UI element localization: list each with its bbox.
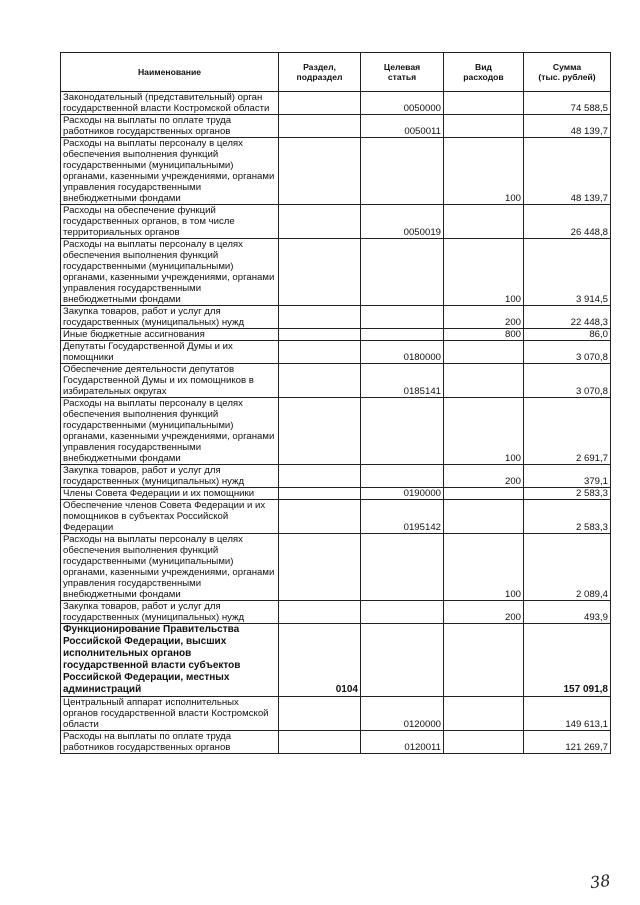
row-name-cell: Обеспечение деятельности депутатов Государственной Думы и их помощников в избирательных округах [61,364,279,398]
row-name-cell: Расходы на выплаты персоналу в целях обеспечения выполнения функций государственными (муниципальными) органами, казенными учреждениями, органами управления государственными внебюджетными фондами [61,534,279,601]
table-row [61,624,611,697]
budget-table [60,52,611,754]
row-section-cell: 0104 [279,624,361,697]
table-row [61,306,611,329]
row-name-cell: Закупка товаров, работ и услуг для государственных (муниципальных) нужд [61,465,279,488]
row-name-cell: Закупка товаров, работ и услуг для государственных (муниципальных) нужд [61,601,279,624]
row-name-cell: Закупка товаров, работ и услуг для государственных (муниципальных) нужд [61,306,279,329]
table-row [61,731,611,754]
row-article-cell: 0120000 [361,697,444,731]
row-section-cell [279,731,361,754]
row-section-cell [279,115,361,138]
table-row [61,329,611,341]
header-section: Раздел, подраздел [279,53,361,92]
row-section-cell [279,138,361,205]
row-section-cell [279,534,361,601]
row-sum-cell: 379,1 [524,465,611,488]
row-type-cell [444,731,524,754]
table-row [61,205,611,239]
row-type-cell [444,115,524,138]
header-name: Наименование [61,53,279,92]
row-section-cell [279,398,361,465]
row-name-cell: Центральный аппарат исполнительных органов государственной власти Костромской области [61,697,279,731]
row-type-cell [444,500,524,534]
row-name-cell: Функционирование Правительства Российской Федерации, высших исполнительных органов государственной власти субъектов Российской Федерации, местных администраций [61,624,279,697]
row-type-cell [444,205,524,239]
table-body [61,92,611,754]
table-row [61,115,611,138]
row-article-cell: 0050000 [361,92,444,115]
row-sum-cell: 2 089,4 [524,534,611,601]
table-row [61,239,611,306]
table-row [61,697,611,731]
row-article-cell: 0050019 [361,205,444,239]
row-name-cell: Члены Совета Федерации и их помощники [61,488,279,500]
row-article-cell [361,329,444,341]
row-article-cell [361,601,444,624]
row-article-cell: 0190000 [361,488,444,500]
row-sum-cell: 74 588,5 [524,92,611,115]
table-row [61,92,611,115]
row-sum-cell: 121 269,7 [524,731,611,754]
row-article-cell [361,465,444,488]
row-sum-cell: 86,0 [524,329,611,341]
row-section-cell [279,601,361,624]
row-sum-cell: 2 691,7 [524,398,611,465]
row-name-cell: Расходы на обеспечение функций государственных органов, в том числе территориальных органов [61,205,279,239]
table-row [61,500,611,534]
row-name-cell: Законодательный (представительный) орган государственной власти Костромской области [61,92,279,115]
row-article-cell: 0195142 [361,500,444,534]
row-type-cell: 100 [444,138,524,205]
row-sum-cell: 2 583,3 [524,488,611,500]
row-section-cell [279,697,361,731]
table-row [61,398,611,465]
header-article: Целевая статья [361,53,444,92]
row-section-cell [279,500,361,534]
table-row [61,534,611,601]
row-name-cell: Обеспечение членов Совета Федерации и их помощников в субъектах Российской Федерации [61,500,279,534]
row-type-cell: 100 [444,239,524,306]
row-name-cell: Депутаты Государственной Думы и их помощники [61,341,279,364]
row-name-cell: Расходы на выплаты персоналу в целях обеспечения выполнения функций государственными (муниципальными) органами, казенными учреждениями, органами управления государственными внебюджетными фондами [61,239,279,306]
row-type-cell [444,364,524,398]
row-article-cell: 0120011 [361,731,444,754]
row-sum-cell: 48 139,7 [524,138,611,205]
row-article-cell [361,534,444,601]
row-name-cell: Расходы на выплаты по оплате труда работников государственных органов [61,731,279,754]
row-type-cell: 100 [444,534,524,601]
row-article-cell [361,138,444,205]
row-section-cell [279,205,361,239]
row-sum-cell: 48 139,7 [524,115,611,138]
row-type-cell [444,624,524,697]
row-section-cell [279,329,361,341]
row-article-cell [361,398,444,465]
row-type-cell: 200 [444,601,524,624]
row-type-cell: 800 [444,329,524,341]
row-sum-cell: 3 914,5 [524,239,611,306]
row-article-cell: 0050011 [361,115,444,138]
row-article-cell [361,239,444,306]
row-sum-cell: 493,9 [524,601,611,624]
row-sum-cell: 157 091,8 [524,624,611,697]
row-section-cell [279,92,361,115]
row-type-cell [444,488,524,500]
row-sum-cell: 3 070,8 [524,364,611,398]
row-sum-cell: 149 613,1 [524,697,611,731]
table-row [61,364,611,398]
row-section-cell [279,465,361,488]
row-section-cell [279,488,361,500]
header-expense-type: Вид расходов [444,53,524,92]
row-sum-cell: 2 583,3 [524,500,611,534]
row-name-cell: Расходы на выплаты персоналу в целях обеспечения выполнения функций государственными (муниципальными) органами, казенными учреждениями, органами управления государственными внебюджетными фондами [61,398,279,465]
row-section-cell [279,364,361,398]
row-name-cell: Расходы на выплаты персоналу в целях обеспечения выполнения функций государственными (муниципальными) органами, казенными учреждениями, органами управления государственными внебюджетными фондами [61,138,279,205]
row-article-cell [361,306,444,329]
table-row [61,138,611,205]
row-type-cell [444,697,524,731]
table-row [61,601,611,624]
row-type-cell: 100 [444,398,524,465]
page-number: 38 [588,870,612,893]
row-section-cell [279,239,361,306]
row-section-cell [279,341,361,364]
row-type-cell [444,341,524,364]
row-sum-cell: 3 070,8 [524,341,611,364]
row-type-cell: 200 [444,306,524,329]
table-row [61,341,611,364]
table-row [61,465,611,488]
row-section-cell [279,306,361,329]
row-type-cell [444,92,524,115]
row-sum-cell: 26 448,8 [524,205,611,239]
row-article-cell: 0180000 [361,341,444,364]
row-sum-cell: 22 448,3 [524,306,611,329]
row-name-cell: Расходы на выплаты по оплате труда работников государственных органов [61,115,279,138]
row-type-cell: 200 [444,465,524,488]
table-row [61,488,611,500]
row-article-cell [361,624,444,697]
row-name-cell: Иные бюджетные ассигнования [61,329,279,341]
header-sum: Сумма (тыс. рублей) [524,53,611,92]
table-header-row [61,53,611,92]
row-article-cell: 0185141 [361,364,444,398]
